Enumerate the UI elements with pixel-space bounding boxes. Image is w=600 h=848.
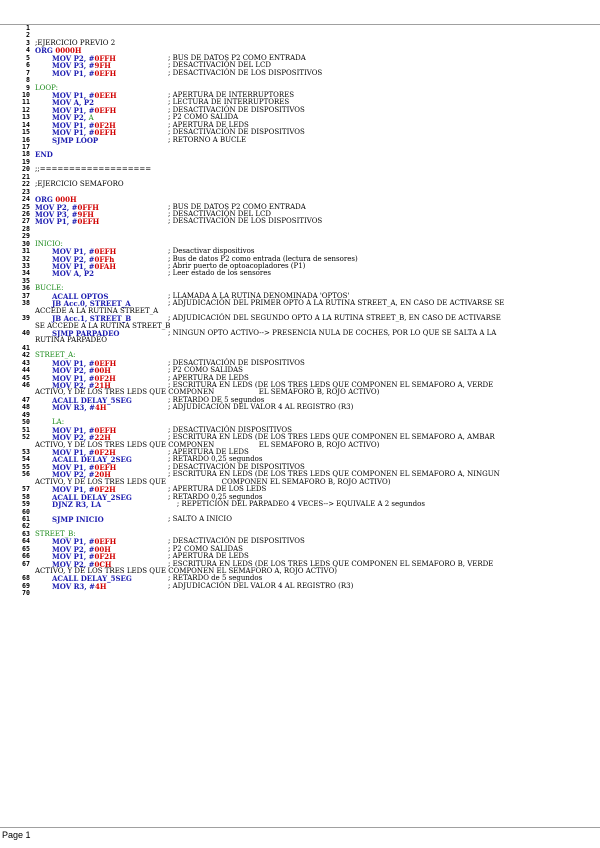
code-comment: ; DESACTIVACIÓN DE DISPOSITIVOS	[168, 537, 305, 546]
code-token: MOV	[35, 202, 57, 212]
line-number: 20	[22, 165, 30, 174]
code-token: MOV	[52, 247, 74, 257]
line-number: 44	[22, 366, 30, 375]
code-line	[0, 330, 600, 345]
code-comment: ; BUS DE DATOS P2 COMO ENTRADA	[168, 53, 306, 62]
code-line	[0, 233, 600, 240]
code-token: MOV	[52, 433, 74, 443]
code-comment: ; ADJUDICACIÓN DEL VALOR 4 AL REGISTRO (R3)	[168, 581, 354, 590]
code-token: A, P2	[73, 98, 95, 108]
line-number: 13	[22, 113, 30, 122]
code-token: MOV	[52, 381, 74, 391]
code-token: P3, #	[56, 209, 78, 219]
code-token: MOV	[52, 462, 74, 472]
line-number: 51	[22, 425, 30, 434]
code-token: MOV	[52, 448, 74, 458]
line-number: 43	[22, 358, 30, 367]
code-token: MOV	[52, 425, 74, 435]
code-token: ;;===================	[35, 165, 152, 174]
code-token: P1, #	[73, 373, 95, 383]
line-number: 26	[22, 209, 30, 218]
code-line	[0, 166, 600, 173]
code-line	[0, 40, 600, 47]
code-token: MOV	[52, 262, 74, 271]
code-line	[0, 189, 600, 196]
code-line	[0, 412, 600, 419]
code-line	[0, 144, 600, 151]
code-token: 0FAH	[94, 262, 116, 271]
code-token: DJNZ R3, LA	[52, 500, 102, 510]
code-comment: ; LLAMADA A LA RUTINA DENOMINADA 'OPTOS'	[168, 291, 350, 300]
code-token: 20H	[94, 470, 111, 480]
code-token: MOV	[52, 98, 74, 108]
code-text	[35, 166, 151, 173]
line-number: 53	[22, 448, 30, 457]
code-comment: ; RETARDO 0,25 segundos	[168, 455, 263, 464]
code-token: MOV	[35, 217, 57, 227]
line-number: 58	[22, 492, 30, 501]
code-token: ACALL DELAY_2SEG	[52, 492, 132, 502]
line-number: 15	[22, 128, 30, 137]
code-token: END	[35, 150, 53, 160]
code-comment: ; DESACTIVACIÓN DE DISPOSITIVOS	[168, 462, 305, 471]
code-token: P2, #	[56, 202, 78, 212]
code-token: 0EFH	[94, 462, 117, 472]
code-token: MOV	[52, 128, 74, 138]
code-line	[0, 270, 600, 277]
code-token: MOV	[52, 403, 74, 413]
code-token: P2, #	[73, 470, 95, 480]
code-line	[0, 345, 600, 352]
line-number: 48	[22, 403, 30, 412]
code-token: MOV	[52, 470, 74, 480]
line-number: 30	[22, 239, 30, 248]
line-number: 10	[22, 90, 30, 99]
code-token: BUCLE:	[35, 284, 64, 293]
line-number: 54	[22, 455, 30, 464]
line-number: 22	[22, 180, 30, 189]
line-number: 32	[22, 254, 30, 263]
code-token: P1, #	[73, 358, 95, 368]
code-token: ACALL DELAY_5SEG	[52, 395, 132, 405]
code-token: 21H	[94, 381, 111, 391]
code-token: 0EFH	[77, 217, 100, 227]
page-number: Page 1	[2, 830, 31, 840]
code-token: 0F2H	[94, 448, 116, 458]
code-comment-continuation: SE ACCEDE A LA RUTINA STREET_B	[35, 321, 171, 330]
code-comment: ; NINGUN OPTO ACTIVO--> PRESENCIA NULA DE COCHES, POR LO QUE SE SALTA A LA	[168, 328, 497, 337]
code-line	[0, 382, 600, 397]
code-token: P2,	[73, 113, 89, 123]
code-line	[0, 151, 600, 158]
line-number: 2	[26, 31, 30, 40]
line-number: 39	[22, 314, 30, 323]
code-token: 0EEH	[94, 90, 117, 100]
line-number: 5	[26, 53, 30, 62]
line-number: 55	[22, 462, 30, 471]
code-token: SJMP LOOP	[52, 135, 99, 145]
code-token: P2, #	[73, 381, 95, 391]
code-line	[0, 434, 600, 449]
code-token: P2, #	[73, 254, 95, 264]
line-number: 3	[26, 38, 30, 47]
line-number: 9	[26, 83, 30, 92]
code-token: P3, #	[73, 61, 95, 71]
line-number: 40	[22, 328, 30, 337]
line-number: 18	[22, 150, 30, 159]
code-line	[0, 181, 600, 188]
code-comment: ; DESACTIVACIÓN DE DISPOSITIVOS	[168, 128, 305, 137]
code-token: ORG	[35, 46, 56, 56]
code-token: P2, #	[73, 433, 95, 443]
code-token: ;EJERCICIO SEMAFORO	[35, 180, 124, 189]
line-number: 34	[22, 269, 30, 278]
code-token: 0EFH	[94, 247, 117, 257]
code-token: STREET_A:	[35, 351, 76, 360]
code-token: LA:	[52, 418, 65, 427]
line-number: 70	[22, 589, 30, 598]
line-number: 36	[22, 284, 30, 293]
code-line	[0, 471, 600, 486]
code-token: SJMP PARPADEO	[52, 328, 120, 338]
code-token: INICIO:	[35, 239, 63, 248]
code-token: 0EFH	[94, 105, 117, 115]
code-line	[0, 218, 600, 225]
code-comment: ; DESACTIVACIÓN DEL LCD	[168, 61, 272, 70]
code-comment: ; REPETICIÓN DEL PARPADEO 4 VECES--> EQUIVALE A 2 segundos	[168, 500, 425, 509]
code-token: 0F2H	[94, 373, 116, 383]
code-token: 0EFH	[94, 425, 117, 435]
code-token: MOV	[52, 120, 74, 130]
code-token: P1, #	[73, 120, 95, 130]
code-token: 0F2H	[94, 552, 116, 562]
line-number: 63	[22, 529, 30, 538]
line-number: 1	[26, 24, 30, 32]
code-line	[0, 590, 600, 597]
line-number: 42	[22, 351, 30, 360]
code-token: 9FH	[77, 209, 94, 219]
line-number: 49	[22, 410, 30, 419]
code-comment-continuation: ACTIVO, Y DE LOS TRES LEDS QUE COMPONEN EL SEMAFORO B, ROJO ACTIVO)	[35, 477, 391, 486]
code-comment: ; P2 COMO SALIDAS	[168, 544, 243, 553]
code-token: ACALL OPTOS	[52, 291, 109, 301]
line-number: 29	[22, 232, 30, 241]
code-token: 0FFh	[94, 254, 115, 264]
code-token: MOV	[52, 90, 74, 100]
code-token: 0EFH	[94, 68, 117, 78]
code-token: P1, #	[73, 128, 95, 138]
code-comment: ; Bus de datos P2 como entrada (lectura de sensores)	[168, 254, 358, 263]
line-number: 19	[22, 157, 30, 166]
code-token: 9FH	[94, 61, 111, 71]
code-line	[0, 516, 600, 523]
line-number: 69	[22, 581, 30, 590]
code-token: P1, #	[73, 90, 95, 100]
code-token: ;EJERCICIO PREVIO 2	[35, 38, 116, 47]
code-token: R3, #	[73, 403, 96, 413]
line-number: 68	[22, 574, 30, 583]
line-number: 16	[22, 135, 30, 144]
code-comment: ; LECTURA DE INTERRUPTORES	[168, 98, 290, 107]
code-line	[0, 501, 600, 508]
code-comment: ; APERTURA DE LEDS	[168, 120, 249, 129]
code-token: P1, #	[56, 217, 78, 227]
code-token: ORG	[35, 195, 56, 205]
code-token: 4H	[95, 581, 107, 591]
code-line	[0, 523, 600, 530]
code-token: MOV	[52, 366, 74, 376]
line-number: 11	[22, 98, 30, 107]
code-comment: ; RETARDO de 5 segundos	[168, 574, 263, 583]
code-token: MOV	[52, 53, 74, 63]
line-number: 17	[22, 143, 30, 151]
code-token: P2, #	[73, 544, 95, 554]
code-token: MOV	[52, 552, 74, 562]
code-comment: ; RETORNO A BUCLE	[168, 135, 247, 144]
code-token: 0F2H	[94, 120, 116, 130]
code-comment: ; RETARDO DE 5 segundos	[168, 395, 265, 404]
line-number: 4	[26, 46, 30, 55]
code-comment: ; DESACTIVACIÓN DE DISPOSITIVOS	[168, 105, 305, 114]
line-number: 41	[22, 343, 30, 352]
code-comment: ; Desactivar dispositivos	[168, 247, 255, 256]
code-token: P1, #	[73, 425, 95, 435]
code-token: R3, #	[73, 581, 96, 591]
code-line	[0, 278, 600, 285]
line-number: 61	[22, 514, 30, 523]
code-comment: ; ADJUDICACIÓN DEL SEGUNDO OPTO A LA RUTINA STREET_B, EN CASO DE ACTIVARSE	[168, 314, 501, 323]
line-number: 31	[22, 247, 30, 256]
code-token: 0EFH	[94, 358, 117, 368]
line-number: 56	[22, 470, 30, 479]
code-token: 0EFH	[94, 537, 117, 547]
code-line	[0, 77, 600, 84]
line-number: 66	[22, 552, 30, 561]
line-number: 64	[22, 537, 30, 546]
code-token: MOV	[52, 61, 74, 71]
line-number: 7	[26, 68, 30, 77]
code-token: ACALL DELAY_5SEG	[52, 574, 132, 584]
code-token: 4H	[95, 403, 107, 413]
code-token: MOV	[52, 269, 74, 279]
code-token: P1, #	[73, 68, 95, 78]
line-number: 38	[22, 299, 30, 308]
line-number: 12	[22, 105, 30, 114]
code-token: 0FFH	[77, 202, 99, 212]
code-token: 0000H	[55, 46, 82, 56]
code-token: P1, #	[73, 247, 95, 257]
code-comment: ; APERTURA DE LOS LEDS	[168, 485, 267, 494]
code-comment: ; APERTURA DE LEDS	[168, 448, 249, 457]
code-listing	[0, 25, 600, 598]
line-number: 37	[22, 291, 30, 300]
line-number: 60	[22, 507, 30, 516]
line-number: 65	[22, 544, 30, 553]
code-line	[0, 315, 600, 330]
code-token: JB Acc.0, STREET_A	[52, 299, 131, 309]
line-number: 57	[22, 485, 30, 494]
code-token: P1, #	[73, 552, 95, 562]
code-token: P1, #	[73, 448, 95, 458]
code-comment: ; DESACTIVACIÓN DE DISPOSITIVOS	[168, 358, 305, 367]
code-comment: ; BUS DE DATOS P2 COMO ENTRADA	[168, 202, 306, 211]
code-token: 00H	[94, 544, 111, 554]
code-comment: ; RETARDO 0,25 segundos	[168, 492, 263, 501]
code-token: 000H	[55, 195, 77, 205]
code-token: MOV	[52, 485, 74, 495]
line-number: 25	[22, 202, 30, 211]
line-number: 67	[22, 559, 30, 568]
code-token: P1, #	[73, 262, 95, 271]
code-token: P2, #	[73, 559, 95, 569]
code-token: LOOP:	[35, 83, 58, 92]
code-token: MOV	[52, 544, 74, 554]
code-token: P1, #	[73, 462, 95, 472]
code-line	[0, 583, 600, 590]
code-line	[0, 404, 600, 411]
line-number: 8	[26, 76, 30, 85]
line-number: 23	[22, 187, 30, 196]
line-number: 62	[22, 522, 30, 531]
line-number: 24	[22, 195, 30, 204]
code-comment: ; ESCRITURA EN LEDS (DE LOS TRES LEDS QUE COMPONEN EL SEMAFORO A, VERDE	[168, 381, 494, 390]
line-number: 35	[22, 276, 30, 285]
code-token: P2, #	[73, 53, 95, 63]
code-line	[0, 137, 600, 144]
code-comment: ; ADJUDICACIÓN DEL VALOR 4 AL REGISTRO (R3)	[168, 403, 354, 412]
code-comment: ; ESCRITURA EN LEDS (DE LOS TRES LEDS QUE COMPONEN EL SEMAFORO A, AMBAR	[168, 433, 495, 442]
code-comment: ; ESCRITURA EN LEDS (DE LOS TRES LEDS QUE COMPONEN EL SEMAFORO B, VERDE	[168, 559, 494, 568]
code-token: MOV	[52, 537, 74, 547]
code-comment: ; Abrir puerto de optoacopladores (P1)	[168, 262, 306, 270]
line-number: 21	[22, 172, 30, 181]
code-comment: ; APERTURA DE INTERRUPTORES	[168, 90, 295, 99]
code-text	[35, 181, 124, 188]
code-token: MOV	[52, 68, 74, 78]
code-line	[0, 226, 600, 233]
footer-rule	[0, 827, 600, 828]
code-comment-continuation: ACCEDE A LA RUTINA STREET_A	[35, 306, 159, 315]
line-number: 14	[22, 120, 30, 129]
line-number: 47	[22, 395, 30, 404]
code-comment: ; P2 COMO SALIDAS	[168, 366, 243, 375]
code-token: 00H	[94, 366, 111, 376]
line-number: 45	[22, 373, 30, 382]
code-token: ACALL DELAY_2SEG	[52, 455, 132, 465]
code-token: STREET_B:	[35, 529, 76, 538]
code-comment-continuation: RUTINA PARPADEO	[35, 336, 107, 345]
code-token: MOV	[52, 373, 74, 383]
code-comment: ; DESACTIVACIÓN DE LOS DISPOSITIVOS	[168, 217, 323, 226]
code-token: 0FFH	[94, 53, 116, 63]
code-comment: ; SALTO A INICIO	[168, 514, 232, 523]
code-token: 0EFH	[94, 128, 117, 138]
code-token: JB Acc.1, STREET_B	[52, 314, 132, 324]
code-token: MOV	[52, 559, 74, 569]
code-token: MOV	[52, 105, 74, 115]
code-token: SJMP INICIO	[52, 514, 104, 524]
code-token: MOV	[52, 254, 74, 264]
line-number: 27	[22, 217, 30, 226]
line-number: 33	[22, 262, 30, 270]
code-token: MOV	[52, 581, 74, 591]
code-token: 0F2H	[94, 485, 116, 495]
line-number: 46	[22, 381, 30, 390]
code-token: A	[88, 114, 94, 123]
code-comment-continuation: ACTIVO, Y DE LOS TRES LEDS QUE COMPONEN EL SEMAFORO A, ROJO ACTIVO)	[35, 567, 337, 576]
code-comment-continuation: ACTIVO, Y DE LOS TRES LEDS QUE COMPONEN EL SEMAFORO B, ROJO ACTIVO)	[35, 440, 380, 449]
code-token: P1, #	[73, 485, 95, 495]
code-comment: ; P2 COMO SALIDA	[168, 113, 239, 122]
code-line	[0, 561, 600, 576]
code-token: P1, #	[73, 537, 95, 547]
code-token: MOV	[35, 209, 57, 219]
code-line	[0, 300, 600, 315]
code-token: 22H	[94, 433, 111, 443]
code-comment: ; APERTURA DE LEDS	[168, 373, 249, 382]
line-number: 59	[22, 500, 30, 509]
code-comment: ; APERTURA DE LEDS	[168, 552, 249, 561]
code-comment: ; ESCRITURA EN LEDS (DE LOS TRES LEDS QUE COMPONEN EL SEMAFORO A, NINGUN	[168, 470, 500, 479]
code-token: MOV	[52, 358, 74, 368]
code-token: P1, #	[73, 105, 95, 115]
line-number: 28	[22, 224, 30, 233]
code-token: MOV	[52, 113, 74, 123]
code-token: A, P2	[73, 269, 95, 279]
code-line	[0, 70, 600, 77]
code-comment: ; DESACTIVACIÓN DEL LCD	[168, 209, 272, 218]
line-number: 6	[26, 61, 30, 70]
code-comment: ; ADJUDICACIÓN DEL PRIMER OPTO A LA RUTINA STREET_A, EN CASO DE ACTIVARSE SE	[168, 299, 505, 308]
code-token: 0CH	[94, 559, 112, 569]
line-number: 52	[22, 433, 30, 442]
code-token: P2, #	[73, 366, 95, 376]
code-comment: ; DESACTIVACIÓN DE LOS DISPOSITIVOS	[168, 68, 323, 77]
code-line	[0, 25, 600, 32]
code-comment: ; Leer estado de los sensores	[168, 269, 271, 278]
code-comment: ; DESACTIVACIÓN DISPOSITIVOS	[168, 425, 292, 434]
line-number: 50	[22, 418, 30, 427]
code-comment-continuation: ACTIVO, Y DE LOS TRES LEDS QUE COMPONEN EL SEMAFORO B, ROJO ACTIVO)	[35, 388, 380, 397]
